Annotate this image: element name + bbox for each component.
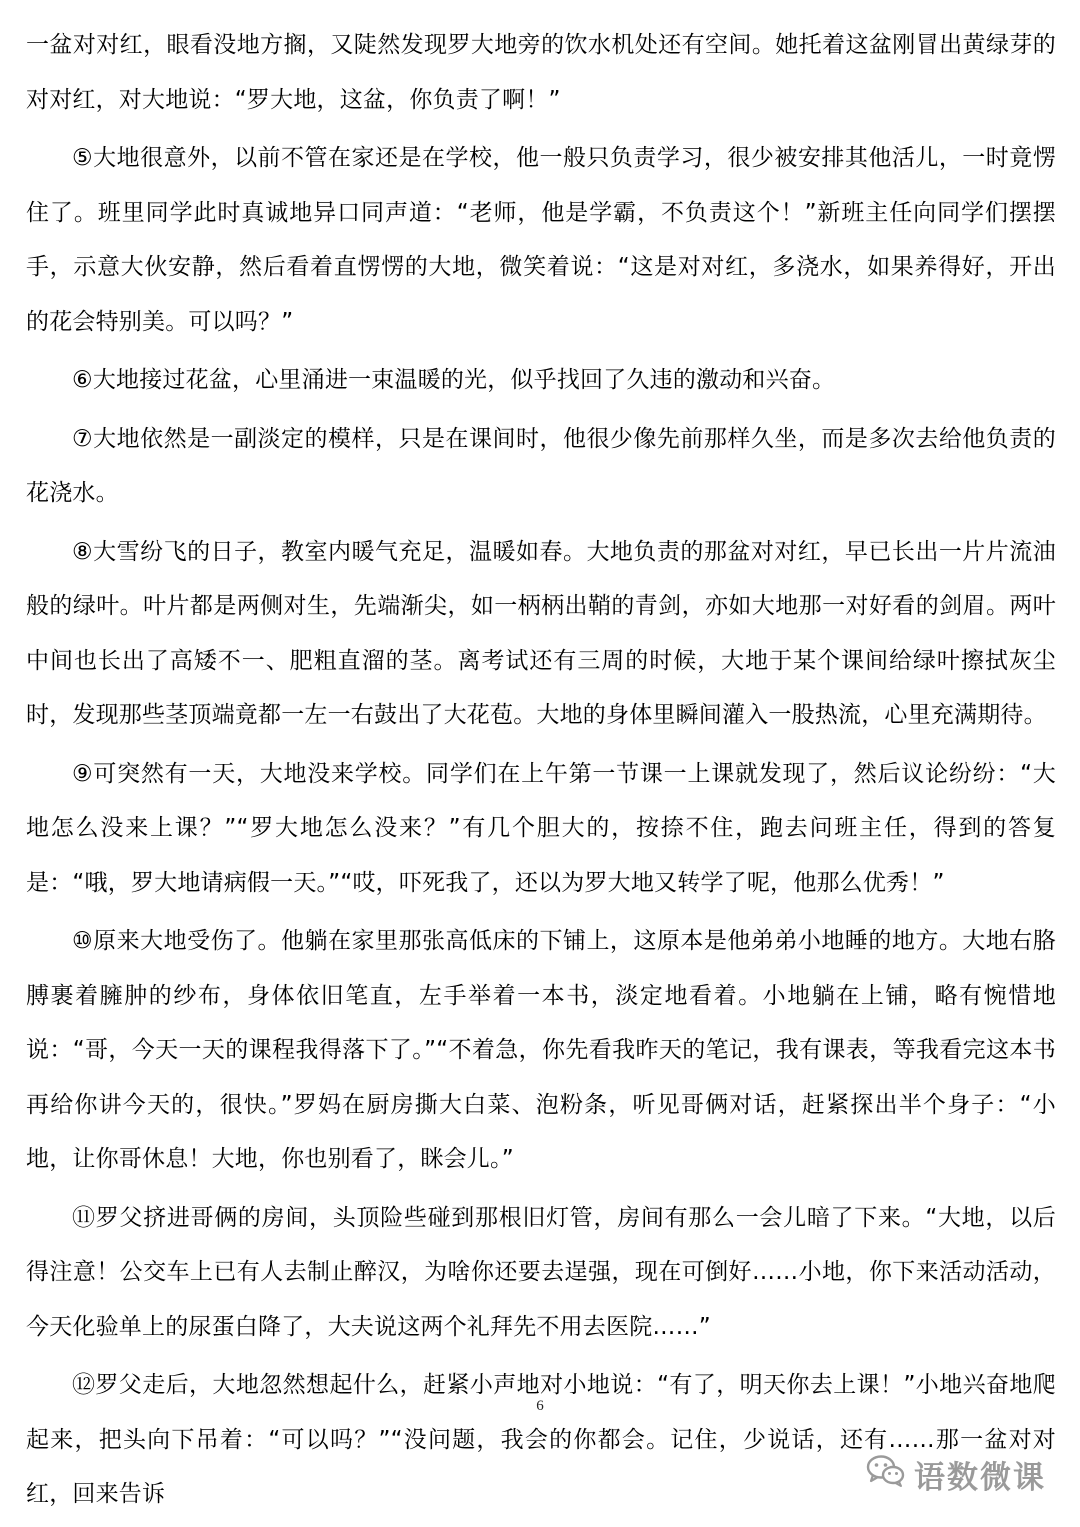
page-number: 6 xyxy=(536,1398,544,1414)
paragraph-11: ⑪罗父挤进哥俩的房间，头顶险些碰到那根旧灯管，房间有那么一会儿暗了下来。“大地，以后得注意！公交车上已有人去制止醉汉，为啥你还要去逞强，现在可倒好……小地，你下来活动活动，今天化验单上的尿蛋白降了，大夫说这两个礼拜先不用去医院……” xyxy=(26,1204,1056,1340)
paragraph-6: ⑥大地接过花盆，心里涌进一束温暖的光，似乎找回了久违的激动和兴奋。 xyxy=(72,367,836,393)
paragraph-7: ⑦大地依然是一副淡定的模样，只是在课间时，他很少像先前那样久坐，而是多次去给他负责的花浇水。 xyxy=(26,425,1056,506)
paragraph-8: ⑧大雪纷飞的日子，教室内暖气充足，温暖如春。大地负责的那盆对对红，早已长出一片片流油般的绿叶。叶片都是两侧对生，先端渐尖，如一柄柄出鞘的青剑，亦如大地那一对好看的剑眉。两叶中间也长出了高矮不一、肥粗直溜的茎。离考试还有三周的时候，大地于某个课间给绿叶擦拭灰尘时，发现那些茎顶端竟都一左一右鼓出了大花苞。大地的身体里瞬间灌入一股热流，心里充满期待。 xyxy=(26,538,1056,728)
watermark-text: 语数微课 xyxy=(914,1460,1046,1496)
wechat-icon xyxy=(866,1454,906,1496)
paragraph-12: ⑫罗父走后，大地忽然想起什么，赶紧小声地对小地说：“有了，明天你去上课！”小地兴奋地爬起来，把头向下吊着：“可以吗？”“没问题，我会的你都会。记住，少说话，还有……那一盆对对红，回来告诉 xyxy=(26,1372,1056,1507)
paragraph-5: ⑤大地很意外，以前不管在家还是在学校，他一般只负责学习，很少被安排其他活儿，一时竟愣住了。班里同学此时真诚地异口同声道：“老师，他是学霸，不负责这个！”新班主任向同学们摆摆手，示意大伙安静，然后看着直愣愣的大地，微笑着说：“这是对对红，多浇水，如果养得好，开出的花会特别美。可以吗？” xyxy=(26,145,1056,335)
paragraph-9: ⑨可突然有一天，大地没来学校。同学们在上午第一节课一上课就发现了，然后议论纷纷：“大地怎么没来上课？”“罗大地怎么没来？”有几个胆大的，按捺不住，跑去问班主任，得到的答复是：“哦，罗大地请病假一天。”“哎，吓死我了，还以为罗大地又转学了呢，他那么优秀！” xyxy=(26,760,1056,896)
watermark xyxy=(866,1452,1046,1497)
paragraph-10: ⑩原来大地受伤了。他躺在家里那张高低床的下铺上，这原本是他弟弟小地睡的地方。大地右胳膊裹着臃肿的纱布，身体依旧笔直，左手举着一本书，淡定地看着。小地躺在上铺，略有惋惜地说：“哥，今天一天的课程我得落下了。”“不着急，你先看我昨天的笔记，我有课表，等我看完这本书再给你讲今天的，很快。”罗妈在厨房撕大白菜、泡粉条，听见哥俩对话，赶紧探出半个身子：“小地，让你哥休息！大地，你也别看了，眯会儿。” xyxy=(26,928,1056,1172)
paragraph-continuation: 一盆对对红，眼看没地方搁，又陡然发现罗大地旁的饮水机处还有空间。她托着这盆刚冒出黄绿芽的对对红，对大地说：“罗大地，这盆，你负责了啊！” xyxy=(26,32,1056,113)
document-body xyxy=(26,18,1056,1526)
